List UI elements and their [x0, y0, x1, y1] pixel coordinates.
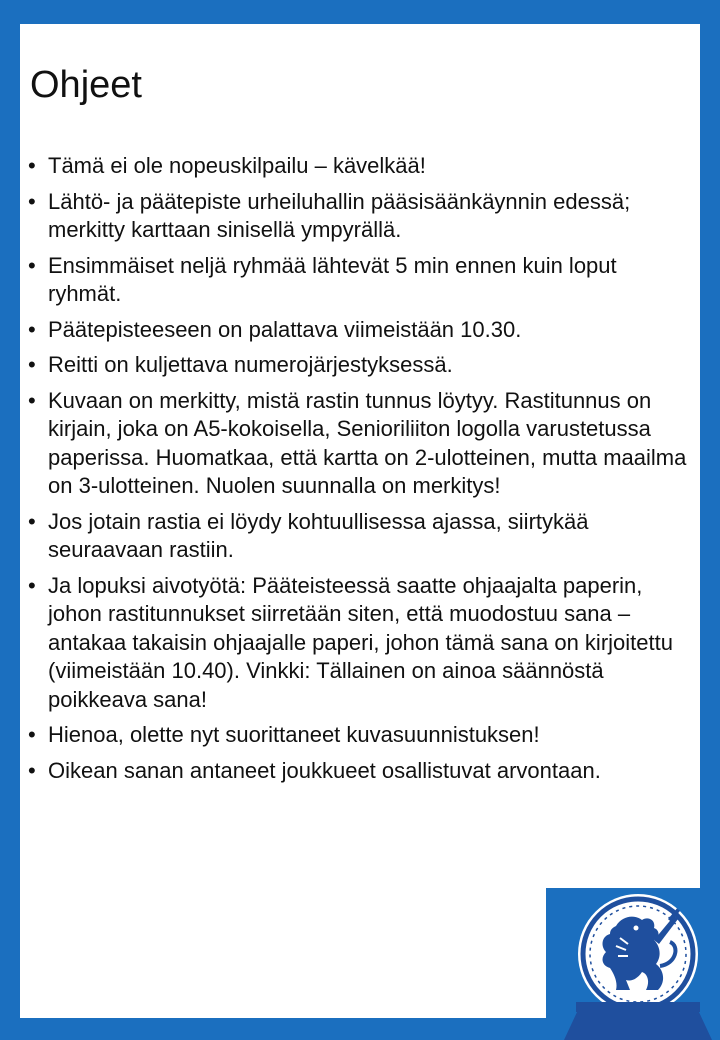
- page-title: Ohjeet: [30, 64, 142, 106]
- bullet-dot: •: [28, 252, 36, 278]
- list-item-text: Kuvaan on merkitty, mistä rastin tunnus löytyy. Rastitunnus on kirjain, joka on A5-kokoisella, Senioriliiton logolla varustetussa paperissa. Huomatkaa, että kartta on 2-ulotteinen, mutta maailma on 3-ulotteinen. Nuolen suunnalla on merkitys!: [48, 387, 687, 498]
- list-item: [28, 757, 692, 786]
- list-item: [28, 316, 692, 345]
- list-item: [28, 572, 692, 715]
- list-item: [28, 351, 692, 380]
- list-item: [28, 721, 692, 750]
- bullet-dot: •: [28, 722, 36, 747]
- bullet-dot: •: [28, 153, 36, 178]
- list-item: [28, 152, 692, 181]
- list-item-text: Ensimmäiset neljä ryhmää lähtevät 5 min ennen kuin loput ryhmät.: [48, 252, 617, 306]
- list-item-text: Lähtö- ja päätepiste urheiluhallin pääsisäänkäynnin edessä; merkitty karttaan sinisellä ympyrällä.: [48, 188, 631, 242]
- list-item-text: Oikean sanan antaneet joukkueet osallistuvat arvontaan.: [48, 757, 601, 783]
- bullet-dot: •: [28, 316, 36, 342]
- bullet-dot: •: [28, 508, 36, 534]
- list-item-text: Jos jotain rastia ei löydy kohtuullisessa ajassa, siirtykää seuraavaan rastiin.: [48, 508, 589, 562]
- bullet-dot: •: [28, 387, 36, 413]
- list-item-text: Päätepisteeseen on palattava viimeistään 10.30.: [48, 316, 522, 342]
- list-item-text: Tämä ei ole nopeuskilpailu – kävelkää!: [48, 153, 426, 178]
- list-item-text: Reitti on kuljettava numerojärjestyksessä.: [48, 352, 453, 377]
- bullet-dot: •: [28, 352, 36, 377]
- bullet-dot: •: [28, 757, 36, 783]
- list-item-text: Ja lopuksi aivotyötä: Pääteisteessä saatte ohjaajalta paperin, johon rastitunnukset siirretään siten, että muodostuu sana – antakaa takaisin ohjaajalle paperi, johon tämä sana on kirjoitettu (viimeistään 10.40). Vinkki: Tällainen on ainoa säännöstä poikkeava sana!: [48, 572, 673, 712]
- list-item-text: Hienoa, olette nyt suorittaneet kuvasuunnistuksen!: [48, 722, 540, 747]
- lion-emblem-icon: [556, 886, 720, 1040]
- bullet-dot: •: [28, 188, 36, 214]
- slide-content: [20, 24, 700, 1018]
- list-item: [28, 252, 692, 309]
- instructions-list: [28, 152, 692, 792]
- list-item: [28, 387, 692, 501]
- list-item: [28, 188, 692, 245]
- list-item: [28, 508, 692, 565]
- bullet-dot: •: [28, 572, 36, 598]
